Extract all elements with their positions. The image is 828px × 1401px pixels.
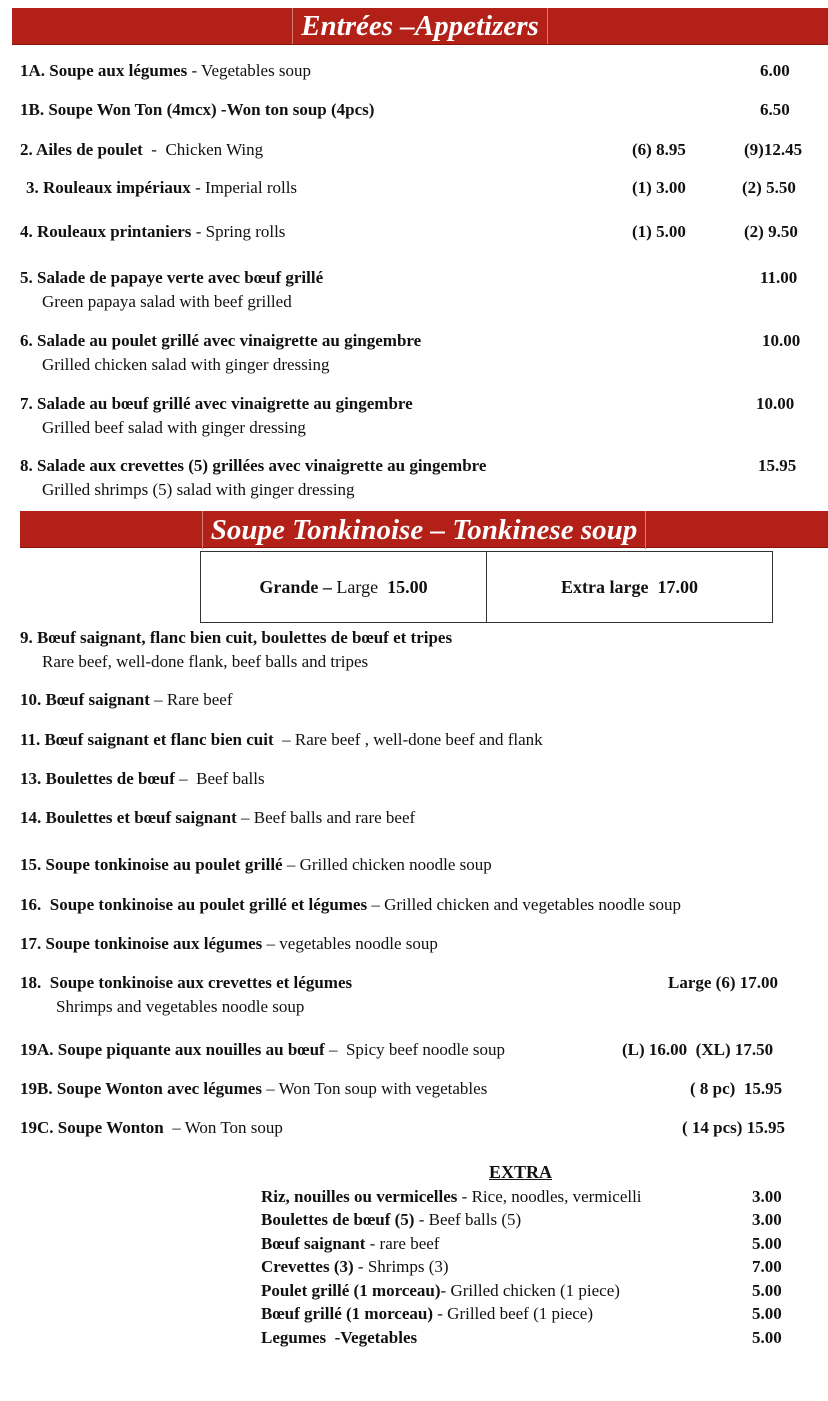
price-8: 15.95 <box>758 456 797 475</box>
price-5: 11.00 <box>760 268 798 287</box>
price-2-large: (9)12.45 <box>744 140 803 159</box>
menu-item-17: 17. Soupe tonkinoise aux légumes – vegetables noodle soup <box>20 934 438 953</box>
menu-item-5: 5. Salade de papaye verte avec bœuf grillé <box>20 268 324 287</box>
extra-price-grilled-chicken: 5.00 <box>752 1281 782 1300</box>
menu-item-9: 9. Bœuf saignant, flanc bien cuit, boulettes de bœuf et tripes <box>20 628 453 647</box>
extra-item-shrimps: Crevettes (3) - Shrimps (3) <box>261 1257 449 1276</box>
extra-item-grilled-beef: Bœuf grillé (1 morceau) - Grilled beef (1 piece) <box>261 1304 594 1323</box>
menu-item-16: 16. Soupe tonkinoise au poulet grillé et légumes – Grilled chicken and vegetables noodle soup <box>20 895 682 914</box>
extra-item-vegetables: Legumes -Vegetables <box>261 1328 418 1347</box>
menu-item-19a: 19A. Soupe piquante aux nouilles au bœuf – Spicy beef noodle soup <box>20 1040 506 1059</box>
price-19c: ( 14 pcs) 15.95 <box>682 1118 785 1137</box>
price-3-small: (1) 3.00 <box>632 178 686 197</box>
menu-item-15: 15. Soupe tonkinoise au poulet grillé – Grilled chicken noodle soup <box>20 855 492 874</box>
price-19a: (L) 16.00 (XL) 17.50 <box>622 1040 774 1059</box>
price-4-large: (2) 9.50 <box>744 222 798 241</box>
price-19b: ( 8 pc) 15.95 <box>690 1079 783 1098</box>
extra-price-grilled-beef: 5.00 <box>752 1304 782 1323</box>
tonkinese-soup-banner <box>20 511 828 548</box>
price-6: 10.00 <box>762 331 801 350</box>
tonkinese-soup-title: Soupe Tonkinoise – Tonkinese soup <box>202 511 647 549</box>
extra-price-shrimps: 7.00 <box>752 1257 782 1276</box>
menu-item-10: 10. Bœuf saignant – Rare beef <box>20 690 233 709</box>
extra-price-rice: 3.00 <box>752 1187 782 1206</box>
menu-item-7: 7. Salade au bœuf grillé avec vinaigrette au gingembre <box>20 394 413 413</box>
menu-item-4: 4. Rouleaux printaniers - Spring rolls <box>20 222 286 241</box>
menu-item-19b: 19B. Soupe Wonton avec légumes – Won Ton soup with vegetables <box>20 1079 488 1098</box>
menu-item-5-english: Green papaya salad with beef grilled <box>42 292 292 311</box>
menu-item-18-english: Shrimps and vegetables noodle soup <box>56 997 305 1016</box>
menu-item-2: 2. Ailes de poulet - Chicken Wing <box>20 140 264 159</box>
menu-item-7-english: Grilled beef salad with ginger dressing <box>42 418 306 437</box>
extra-item-rice: Riz, nouilles ou vermicelles - Rice, noodles, vermicelli <box>261 1187 642 1206</box>
price-1b: 6.50 <box>760 100 790 119</box>
size-large: Grande – Large 15.00 <box>259 576 428 597</box>
extra-item-rare-beef: Bœuf saignant - rare beef <box>261 1234 440 1253</box>
extra-price-vegetables: 5.00 <box>752 1328 782 1347</box>
menu-item-1a: 1A. Soupe aux légumes - Vegetables soup <box>20 61 312 80</box>
price-4-small: (1) 5.00 <box>632 222 686 241</box>
appetizers-title: Entrées –Appetizers <box>292 8 548 44</box>
menu-item-8-english: Grilled shrimps (5) salad with ginger dressing <box>42 480 355 499</box>
extra-price-beef-balls: 3.00 <box>752 1210 782 1229</box>
menu-item-18: 18. Soupe tonkinoise aux crevettes et légumes <box>20 973 353 992</box>
menu-item-6-english: Grilled chicken salad with ginger dressing <box>42 355 330 374</box>
extra-item-grilled-chicken: Poulet grillé (1 morceau)- Grilled chicken (1 piece) <box>261 1281 620 1300</box>
price-7: 10.00 <box>756 394 795 413</box>
price-3-large: (2) 5.50 <box>742 178 796 197</box>
size-extra-large: Extra large 17.00 <box>486 552 772 622</box>
price-18: Large (6) 17.00 <box>668 973 779 992</box>
extra-price-rare-beef: 5.00 <box>752 1234 782 1253</box>
price-2-small: (6) 8.95 <box>632 140 686 159</box>
menu-item-3: 3. Rouleaux impériaux - Imperial rolls <box>26 178 298 197</box>
menu-item-11: 11. Bœuf saignant et flanc bien cuit – Rare beef , well-done beef and flank <box>20 730 543 749</box>
appetizers-banner <box>12 8 828 45</box>
price-1a: 6.00 <box>760 61 790 80</box>
extra-title: EXTRA <box>489 1162 553 1182</box>
menu-item-9-english: Rare beef, well-done flank, beef balls and tripes <box>42 652 369 671</box>
menu-item-8: 8. Salade aux crevettes (5) grillées avec vinaigrette au gingembre <box>20 456 487 475</box>
menu-item-6: 6. Salade au poulet grillé avec vinaigrette au gingembre <box>20 331 422 350</box>
menu-item-14: 14. Boulettes et bœuf saignant – Beef balls and rare beef <box>20 808 416 827</box>
menu-item-19c: 19C. Soupe Wonton – Won Ton soup <box>20 1118 283 1137</box>
extra-item-beef-balls: Boulettes de bœuf (5) - Beef balls (5) <box>261 1210 522 1229</box>
menu-item-13: 13. Boulettes de bœuf – Beef balls <box>20 769 265 788</box>
menu-item-1b: 1B. Soupe Won Ton (4mcx) -Won ton soup (4pcs) <box>20 100 375 119</box>
size-price-box <box>200 551 773 623</box>
